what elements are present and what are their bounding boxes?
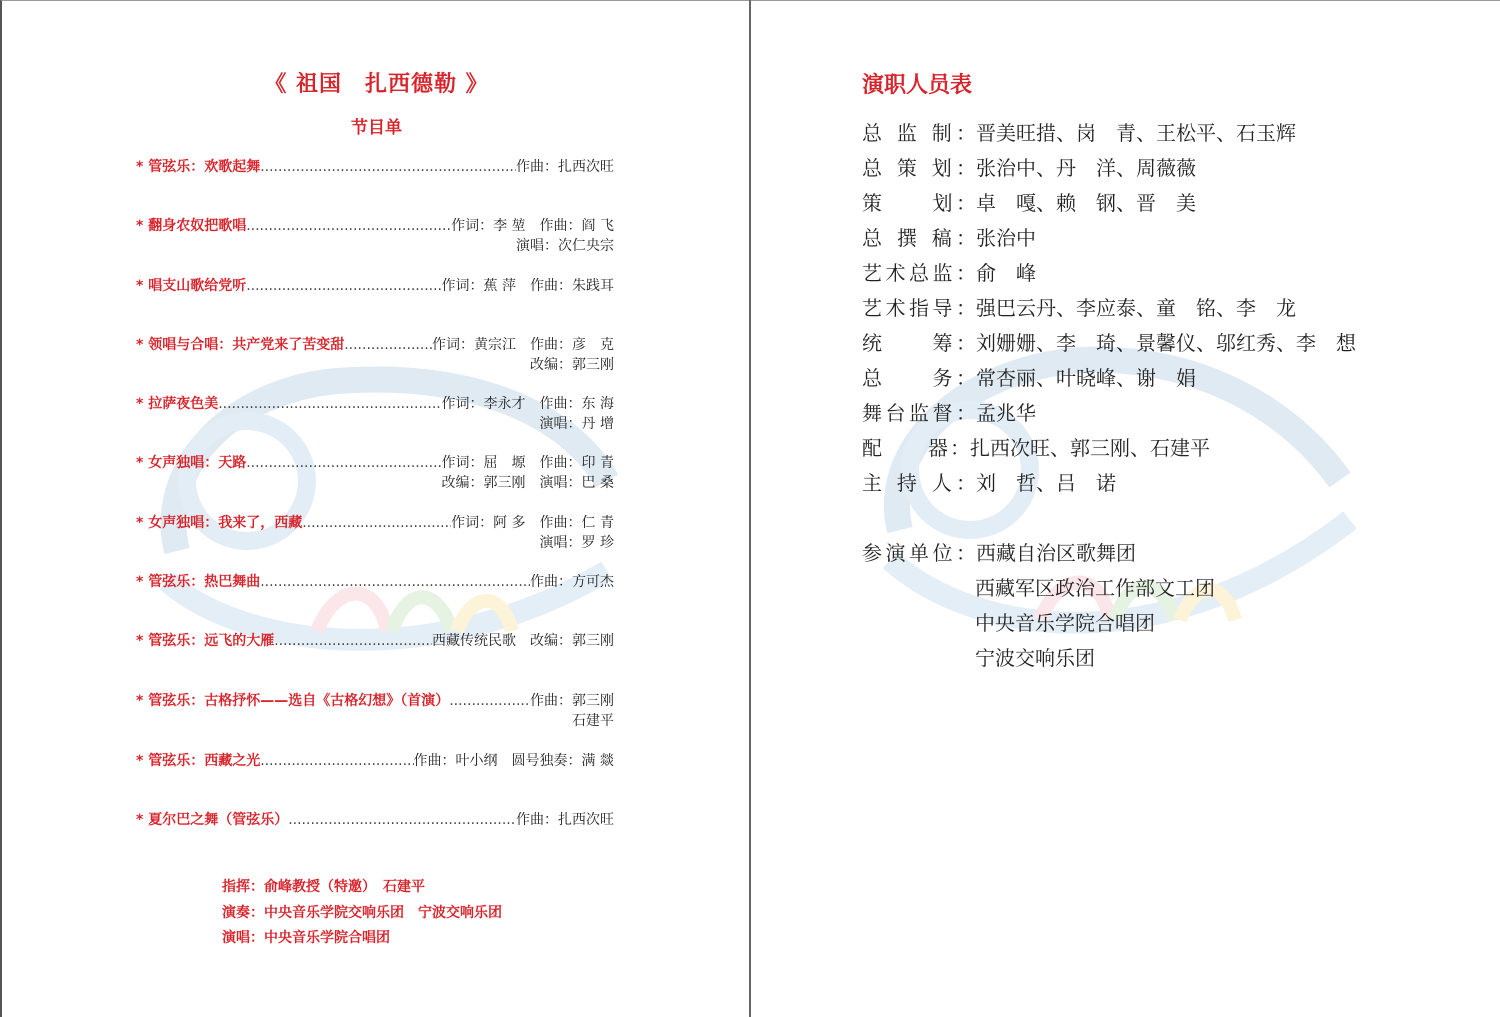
- leader-dots: [302, 513, 451, 533]
- staff-names: 扎西次旺、郭三刚、石建平: [970, 436, 1210, 460]
- item-credits: 作词：屈 塬 作曲：印 青: [441, 455, 614, 471]
- leader-dots: [260, 751, 413, 771]
- item-title: * 管弦乐：西藏之光: [136, 753, 261, 769]
- staff-names: 常杏丽、叶晓峰、谢 娟: [976, 366, 1196, 390]
- staff-row: [862, 120, 1296, 146]
- staff-names: 张治中: [976, 226, 1036, 250]
- item-title: * 管弦乐：远飞的大雁: [136, 633, 275, 649]
- item-subcredits: 石建平: [572, 713, 614, 729]
- item-subcredits: 演唱：丹 增: [539, 416, 614, 432]
- staff-role: 艺术总监：: [862, 261, 976, 285]
- item-subcredits: 改编：郭三刚 演唱：巴 桑: [441, 475, 614, 491]
- item-title: * 翻身农奴把歌唱: [136, 218, 247, 234]
- staff-names: 张治中、丹 洋、周薇薇: [976, 156, 1196, 180]
- item-title: * 拉萨夜色美: [136, 396, 219, 412]
- item-credits: 作曲：郭三刚: [530, 693, 614, 709]
- staff-names: 俞 峰: [976, 261, 1036, 285]
- staff-role: 艺术指导：: [862, 296, 976, 320]
- staff-names: 晋美旺措、岗 青、王松平、石玉辉: [976, 121, 1296, 145]
- item-title: * 领唱与合唱：共产党来了苦变甜: [136, 337, 345, 353]
- program-item: [136, 335, 614, 375]
- choir-line: 演唱：中央音乐学院合唱团: [222, 930, 390, 946]
- staff-role: 主 持 人：: [862, 471, 976, 495]
- conductor-line: 指挥：俞峰教授（特邀） 石建平: [222, 879, 425, 895]
- item-credits: 作词：阿 多 作曲：仁 青: [451, 515, 614, 531]
- item-credits: 作词：蕉 萍 作曲：朱践耳: [441, 278, 614, 294]
- staff-page: [751, 0, 1500, 1017]
- leader-dots: [449, 691, 530, 711]
- item-subcredits: 演唱：罗 珍: [539, 535, 614, 551]
- staff-names: 刘 哲、吕 诺: [976, 471, 1116, 495]
- item-credits: 作曲：方可杰: [530, 574, 614, 590]
- staff-role: 总 务：: [862, 366, 976, 390]
- program-item: [136, 691, 614, 731]
- staff-row: [862, 295, 1296, 321]
- leader-dots: [260, 572, 530, 592]
- staff-row: [862, 435, 1210, 461]
- staff-names: 孟兆华: [976, 401, 1036, 425]
- unit-name: 宁波交响乐团: [975, 646, 1095, 670]
- item-title: * 女声独唱：我来了，西藏: [136, 515, 303, 531]
- staff-row: [862, 260, 1036, 286]
- program-item: [136, 394, 614, 434]
- unit-name: 西藏军区政治工作部文工团: [975, 576, 1215, 600]
- program-item: [136, 513, 614, 553]
- item-title: * 唱支山歌给党听: [136, 278, 247, 294]
- staff-row: [862, 330, 1356, 356]
- leader-dots: [246, 276, 441, 296]
- staff-role: 策 划：: [862, 191, 976, 215]
- leader-dots: [260, 157, 516, 177]
- program-title: 《 祖国 扎西德勒 》: [264, 72, 489, 97]
- leader-dots: [246, 216, 451, 236]
- program-item: [136, 810, 614, 830]
- program-page: [0, 0, 749, 1017]
- item-credits: 作词：李永才 作曲：东 海: [441, 396, 614, 412]
- program-item: [136, 631, 614, 651]
- program-item: [136, 157, 614, 177]
- unit-name: 西藏自治区歌舞团: [976, 541, 1136, 565]
- staff-row: [862, 365, 1196, 391]
- units-row: [862, 540, 1136, 566]
- leader-dots: [274, 631, 432, 651]
- item-title: * 管弦乐：热巴舞曲: [136, 574, 261, 590]
- staff-role: 总 撰 稿：: [862, 226, 976, 250]
- staff-names: 卓 嘎、赖 钢、晋 美: [976, 191, 1196, 215]
- program-item: [136, 751, 614, 771]
- orchestra-line: 演奏：中央音乐学院交响乐团 宁波交响乐团: [222, 905, 502, 921]
- item-subcredits: 演唱：次仁央宗: [516, 238, 614, 254]
- item-title: * 夏尔巴之舞（管弦乐）: [136, 812, 289, 828]
- staff-role: 总 监 制：: [862, 121, 976, 145]
- staff-row: [862, 225, 1036, 251]
- program-item: [136, 453, 614, 493]
- leader-dots: [288, 810, 516, 830]
- program-item: [136, 276, 614, 296]
- item-credits: 西藏传统民歌 改编：郭三刚: [432, 633, 614, 649]
- program-item: [136, 572, 614, 592]
- staff-names: 刘姗姗、李 琦、景馨仪、邬红秀、李 想: [976, 331, 1356, 355]
- units-label: 参演单位：: [862, 541, 976, 565]
- item-credits: 作词：黄宗江 作曲：彦 克: [432, 337, 614, 353]
- item-title: * 管弦乐：欢歌起舞: [136, 159, 261, 175]
- item-credits: 作曲：扎西次旺: [516, 159, 614, 175]
- item-subcredits: 改编：郭三刚: [530, 357, 614, 373]
- program-item: [136, 216, 614, 256]
- staff-title: 演职人员表: [862, 73, 973, 98]
- staff-names: 强巴云丹、李应泰、童 铭、李 龙: [976, 296, 1296, 320]
- staff-role: 统 筹：: [862, 331, 976, 355]
- program-subtitle: 节目单: [351, 118, 402, 138]
- item-title: * 管弦乐：古格抒怀——选自《古格幻想》（首演）: [136, 693, 450, 709]
- unit-name: 中央音乐学院合唱团: [975, 611, 1155, 635]
- staff-role: 总 策 划：: [862, 156, 976, 180]
- staff-row: [862, 155, 1196, 181]
- staff-row: [862, 190, 1196, 216]
- staff-role: 配 器：: [862, 436, 970, 460]
- item-credits: 作曲：扎西次旺: [516, 812, 614, 828]
- leader-dots: [218, 394, 441, 414]
- staff-role: 舞台监督：: [862, 401, 976, 425]
- item-credits: 作词：李 堃 作曲：阎 飞: [451, 218, 614, 234]
- staff-row: [862, 470, 1116, 496]
- leader-dots: [344, 335, 432, 355]
- staff-row: [862, 400, 1036, 426]
- item-title: * 女声独唱：天路: [136, 455, 247, 471]
- leader-dots: [246, 453, 441, 473]
- item-credits: 作曲：叶小纲 圆号独奏：满 燚: [413, 753, 614, 769]
